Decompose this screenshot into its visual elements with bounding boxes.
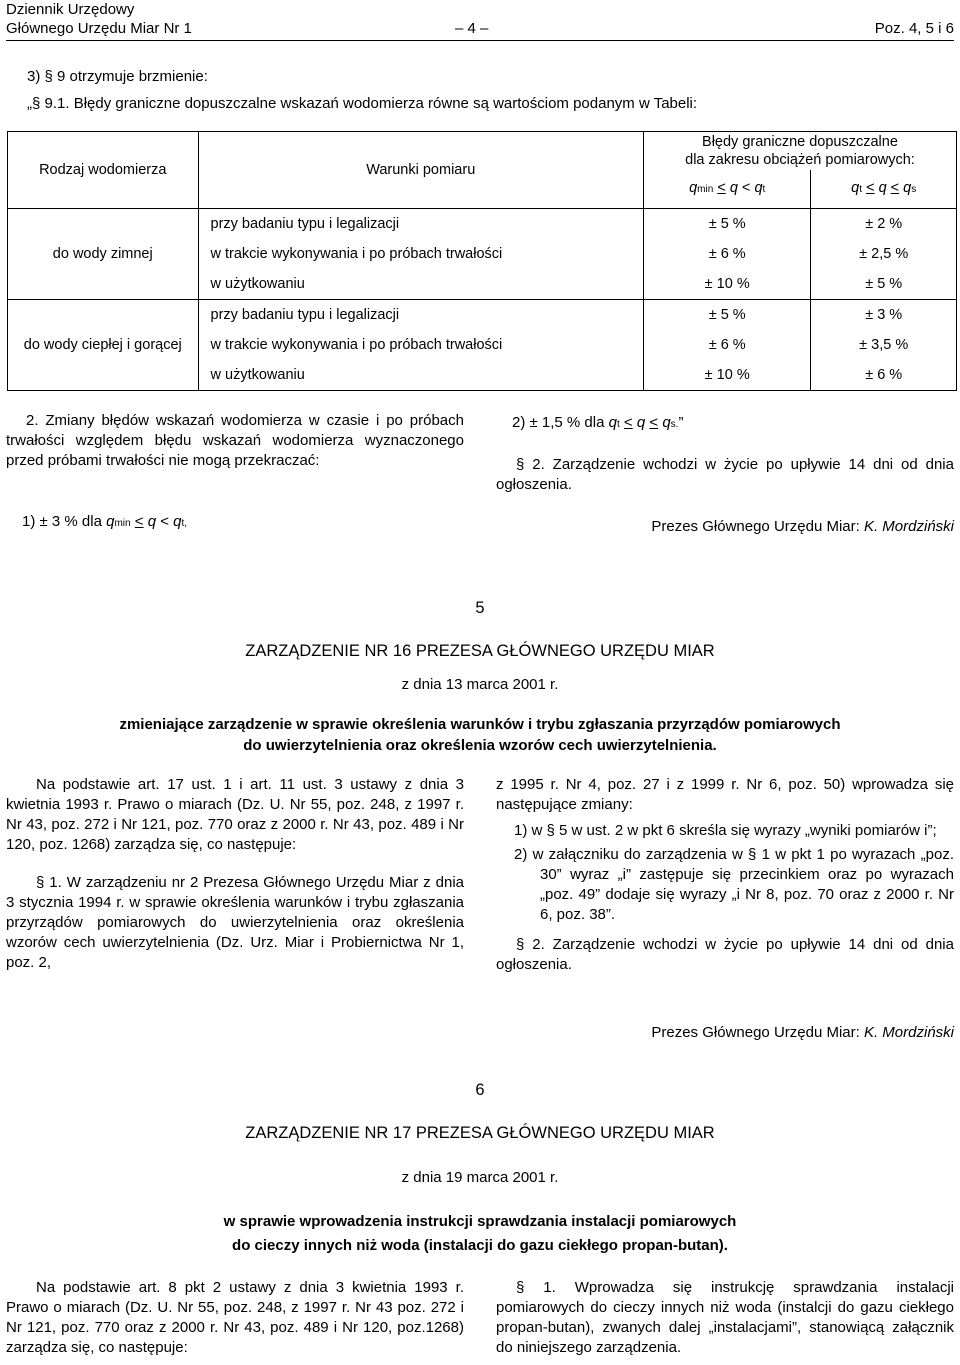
- value-cell: ± 10 %: [643, 269, 810, 300]
- value-cell: ± 5 %: [811, 269, 957, 300]
- signature-label: Prezes Głównego Urzędu Miar:: [651, 518, 860, 535]
- header-range-2: qt < q < qs: [811, 170, 957, 209]
- position-reference: Poz. 4, 5 i 6: [874, 20, 954, 37]
- header-divider: [6, 40, 954, 41]
- signature-label: Prezes Głównego Urzędu Miar:: [651, 1024, 860, 1041]
- doc5-subject-2: do uwierzytelnienia oraz określenia wzorów cech uwierzytelnienia.: [243, 737, 717, 754]
- doc5-legal-basis: Na podstawie art. 17 ust. 1 i art. 11 ust. 3 ustawy z dnia 3 kwietnia 1993 r. Prawo o miarach (Dz. U. Nr 55, poz. 248, z 1997 r. Nr 43, poz. 272 i Nr 121, poz. 770 oraz z 2000 r. Nr 43, poz. 489 i Nr 120, poz. 1268) zarządza się, co następuje:: [6, 776, 464, 853]
- journal-line-1: Dziennik Urzędowy: [6, 1, 135, 18]
- doc5-change-1: 1) w § 5 w ust. 2 w pkt 6 skreśla się wyrazy „wyniki pomiarów i”;: [514, 822, 937, 839]
- doc5-date: z dnia 13 marca 2001 r.: [401, 676, 559, 693]
- value-cell: ± 3,5 %: [811, 330, 957, 360]
- doc5-number: 5: [475, 599, 485, 617]
- item-2: 2) ± 1,5 % dla qt < q < qs.”: [512, 414, 684, 431]
- doc5-change-2: 2) w załączniku do zarządzenia w § 1 w pkt 1 po wyrazach „poz. 30” wyraz „i” zastępuje się przecinkiem oraz po wyrazach „poz. 49” dodaje się wyrazy „i Nr 8, poz. 70 oraz z 2000 r. Nr 6, poz. 38”.: [514, 846, 954, 923]
- value-cell: ± 6 %: [643, 239, 810, 269]
- doc6-section-1: § 1. Wprowadza się instrukcję sprawdzania instalacji pomiarowych do cieczy innych niż woda (instalcji do gazu ciekłego propan-butan), zwanych dalej „instalacjami”, stanowiącą załącznik do niniejszego zarządzenia.: [496, 1279, 954, 1356]
- header-errors-line1: Błędy graniczne dopuszczalne: [702, 134, 898, 150]
- amendment-clause: „§ 9.1. Błędy graniczne dopuszczalne wskazań wodomierza równe są wartościom podanym w Tabeli:: [27, 95, 698, 112]
- value-cell: ± 2,5 %: [811, 239, 957, 269]
- value-cell: ± 6 %: [811, 360, 957, 391]
- condition-cell: w użytkowaniu: [210, 367, 305, 383]
- doc5-right-column: [496, 775, 954, 975]
- value-cell: ± 10 %: [643, 360, 810, 391]
- signature-name: K. Mordziński: [863, 518, 954, 535]
- error-limits-table: [7, 131, 957, 391]
- doc5-title: ZARZĄDZENIE NR 16 PREZESA GŁÓWNEGO URZĘDU MIAR: [245, 642, 715, 660]
- section-2-text: § 2. Zarządzenie wchodzi w życie po upływie 14 dni od dnia ogłoszenia.: [496, 456, 954, 493]
- meter-type-cold: do wody zimnej: [8, 209, 199, 300]
- value-cell: ± 5 %: [643, 300, 810, 331]
- signature-2: [651, 1023, 954, 1043]
- condition-cell: w trakcie wykonywania i po próbach trwałości: [210, 337, 503, 353]
- value-cell: ± 2 %: [811, 209, 957, 240]
- table-row: [8, 209, 957, 240]
- header-meter-type: Rodzaj wodomierza: [8, 132, 199, 209]
- signature-name: K. Mordziński: [863, 1024, 954, 1041]
- point-2-text: 2. Zmiany błędów wskazań wodomierza w czasie i po próbach trwałości względem błędu wskazań wodomierza wyznaczonego przed próbami trwałości nie mogą przekraczać:: [6, 412, 464, 469]
- doc5-section-1: § 1. W zarządzeniu nr 2 Prezesa Głównego Urzędu Miar z dnia 3 stycznia 1994 r. w sprawie określenia warunków i trybu zgłaszania przyrządów pomiarowych do uwierzytelnienia oraz określenia wzorów cech uwierzytelnienia (Dz. Urz. Miar i Probiernictwa Nr 1, poz. 2,: [6, 874, 464, 971]
- doc6-legal-basis: Na podstawie art. 8 pkt 2 ustawy z dnia 3 kwietnia 1993 r. Prawo o miarach (Dz. U. Nr 55, poz. 248, z 1997 r. Nr 43 poz. 272 i Nr 121, poz. 770 oraz z 2000 r. Nr 43, poz. 489 i Nr 120, poz.1268) zarządza się, co następuje:: [6, 1279, 464, 1356]
- doc5-section-2: § 2. Zarządzenie wchodzi w życie po upływie 14 dni od dnia ogłoszenia.: [496, 936, 954, 973]
- doc6-title: ZARZĄDZENIE NR 17 PREZESA GŁÓWNEGO URZĘDU MIAR: [245, 1124, 715, 1142]
- journal-line-2: Głównego Urzędu Miar Nr 1: [6, 20, 192, 37]
- meter-type-hot: do wody ciepłej i gorącej: [8, 300, 199, 391]
- header-range-1: qmin < q < qt: [643, 170, 810, 209]
- doc6-subject-2: do cieczy innych niż woda (instalacji do gazu ciekłego propan-butan).: [232, 1237, 728, 1254]
- header-conditions: Warunki pomiaru: [198, 132, 643, 209]
- doc5-left-column: [6, 775, 464, 973]
- header-errors-line2: dla zakresu obciążeń pomiarowych:: [685, 152, 915, 168]
- signature-1: [651, 517, 954, 537]
- doc5-changes-intro: z 1995 r. Nr 4, poz. 27 i z 1999 r. Nr 6, poz. 50) wprowadza się następujące zmiany:: [496, 776, 954, 813]
- doc6-number: 6: [475, 1081, 485, 1099]
- condition-cell: w trakcie wykonywania i po próbach trwałości: [210, 246, 503, 262]
- value-cell: ± 6 %: [643, 330, 810, 360]
- page-number: – 4 –: [455, 20, 489, 37]
- header-errors: [643, 132, 956, 171]
- journal-title: [6, 0, 192, 38]
- item-1: 1) ± 3 % dla qmin < q < qt,: [22, 513, 188, 530]
- amendment-intro: 3) § 9 otrzymuje brzmienie:: [27, 68, 208, 85]
- value-cell: ± 3 %: [811, 300, 957, 331]
- doc6-subject-1: w sprawie wprowadzenia instrukcji sprawdzania instalacji pomiarowych: [223, 1213, 737, 1230]
- doc6-date: z dnia 19 marca 2001 r.: [401, 1169, 559, 1186]
- table-row: [8, 300, 957, 331]
- condition-cell: przy badaniu typu i legalizacji: [210, 216, 400, 232]
- condition-cell: przy badaniu typu i legalizacji: [210, 307, 400, 323]
- condition-cell: w użytkowaniu: [210, 276, 305, 292]
- value-cell: ± 5 %: [643, 209, 810, 240]
- doc5-subject-1: zmieniające zarządzenie w sprawie określenia warunków i trybu zgłaszania przyrządów pomiarowych: [119, 716, 841, 733]
